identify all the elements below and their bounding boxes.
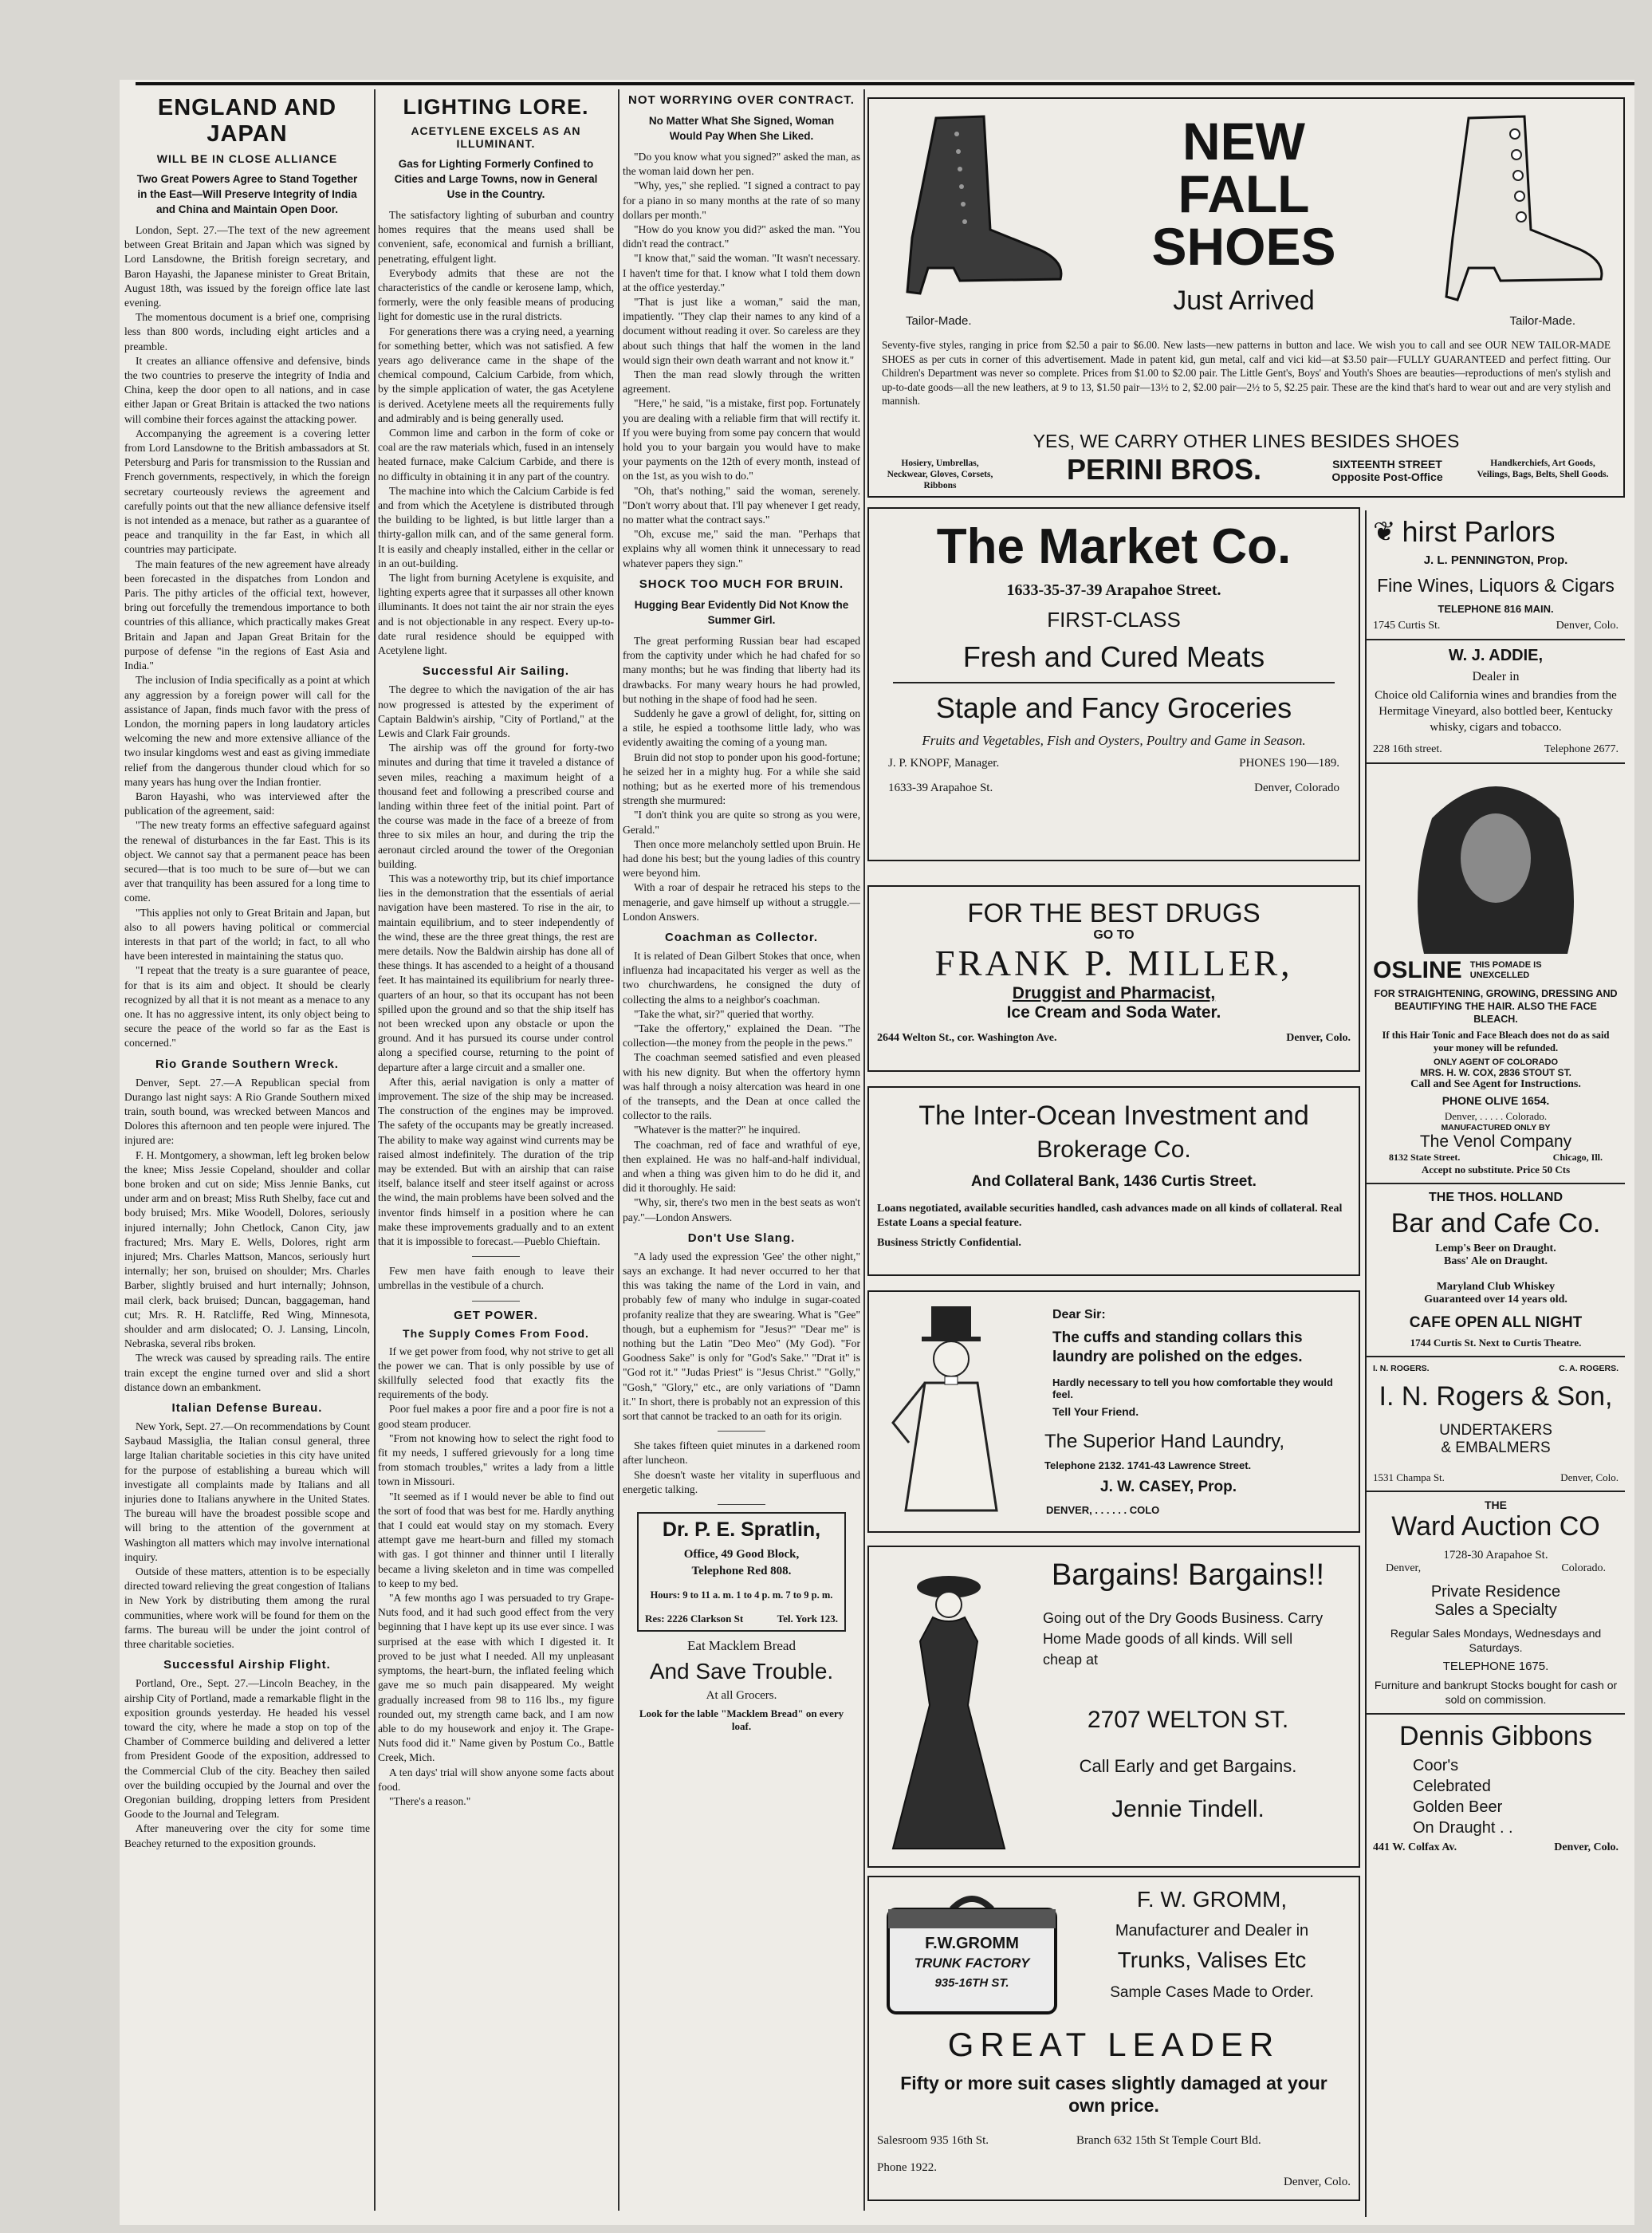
ad-venol-city: Chicago, Ill. — [1552, 1152, 1603, 1163]
paragraph: After this, aerial navigation is only a matter of improvement. The size of the ship may be increased. The construction of the engines may be improved. The safety of the occupants may be greatly increased. The ability to make way against wind currents may be raised almost indefinitely. The duration of the trip may be extended. But with an airship that can raise itself, balance itself and steer itself against or across the wind, the main problems have been solved and the inventor finds himself in a position where he can make these improvements gradually and to an extent that it is impossible to forecast.—Pueblo Chieftain. — [378, 1075, 614, 1248]
ad-res: Res: 2226 Clarkson St — [645, 1613, 744, 1625]
ad-address: 1633-35-37-39 Arapahoe Street. — [1006, 581, 1221, 599]
story-title: SHOCK TOO MUCH FOR BRUIN. — [639, 577, 844, 591]
divider — [1367, 1491, 1625, 1492]
ad-address-row — [869, 1032, 1359, 1045]
divider — [1367, 1356, 1625, 1357]
caption-right: Tailor-Made. — [1509, 314, 1575, 328]
ad-manager-row — [869, 757, 1359, 770]
separator — [472, 1301, 520, 1302]
paragraph: The airship was off the ground for forty-two minutes and during that time it traveled a distance of seven miles, reaching a maximum height of a thousand feet and following a prescribed course and landing within three feet of the initial point. Part of the course was made in the face of a breeze of from three to six miles an hour, and during the trip the aeronaut circled around the tower of the Oregonian building. — [378, 742, 614, 870]
article-body — [124, 1420, 370, 1652]
ad-groceries: Staple and Fancy Groceries — [935, 691, 1292, 724]
ad-address: 1744 Curtis St. Next to Curtis Theatre. — [1410, 1337, 1582, 1349]
ad-body: Going out of the Dry Goods Business. Carry Home Made goods of all kinds. Will sell cheap at — [1043, 1610, 1324, 1668]
ad-address2: 1633-39 Arapahoe St. — [888, 782, 993, 794]
subhead: WILL BE IN CLOSE ALLIANCE — [156, 152, 338, 165]
ad-phone: Phone 1922. — [877, 2161, 937, 2174]
ad-superior-laundry — [867, 1290, 1360, 1533]
caption-left: Tailor-Made. — [906, 314, 972, 328]
ad-subtitle: Just Arrived — [1173, 286, 1315, 316]
ad-confidential: Business Strictly Confidential. — [877, 1237, 1021, 1249]
ad-name-right: C. A. ROGERS. — [1559, 1364, 1619, 1373]
paragraph: The momentous document is a brief one, comprising less than 800 words, including eight articles and a preamble. — [124, 311, 370, 352]
article-body — [623, 150, 860, 571]
ad-title: Bargains! Bargains!! — [1051, 1558, 1325, 1592]
ad-bank: And Collateral Bank, 1436 Curtis Street. — [971, 1173, 1257, 1190]
paragraph: Suddenly he gave a growl of delight, for, sitting on a stile, he espied a toothsome little lady, who was evidently awaiting the coming of a young man. — [623, 707, 860, 749]
ad-name: OSLINE — [1373, 957, 1462, 983]
paragraph: Then the man read slowly through the written agreement. — [623, 368, 860, 396]
ad-great-leader: GREAT LEADER — [947, 2026, 1280, 2063]
boot-left-icon — [880, 110, 1072, 309]
ad-address-row — [1373, 620, 1619, 632]
article-body — [378, 683, 614, 1249]
lady-icon — [885, 1569, 1013, 1857]
paragraph: After maneuvering over the city for some time Beachey returned to the exposition grounds. — [124, 1822, 370, 1849]
ad-line: Coor's — [1413, 1757, 1459, 1774]
divider — [1367, 639, 1625, 640]
paragraph: Few men have faith enough to leave their umbrellas in the vestibule of a church. — [378, 1265, 614, 1292]
column-3 — [623, 92, 860, 2221]
paragraph: She doesn't waste her vitality in superfluous and energetic talking. — [623, 1468, 860, 1495]
ad-line: Look for the lable "Macklem Bread" on every loaf. — [639, 1707, 844, 1733]
ad-address: 1745 Curtis St. — [1373, 620, 1441, 632]
ad-ward-auction — [1367, 1499, 1625, 1707]
ad-holland — [1367, 1191, 1625, 1349]
headline: ENGLAND AND JAPAN — [157, 95, 337, 147]
ad-tag: THIS POMADE IS UNEXCELLED — [1469, 960, 1542, 980]
ad-name: Bar and Cafe Co. — [1390, 1208, 1601, 1239]
ad-left-small: Hosiery, Umbrellas, Neckwear, Gloves, Corsets, Ribbons — [887, 459, 993, 490]
ad-city: Denver, Colo. — [1286, 1032, 1351, 1044]
paragraph: Outside of these matters, attention is to be especially directed toward relieving the great congestion of Italians in New York by distributing them among the rural communities, where work will be found for them on the farms. The bureau will be under the joint control of three charitable societies. — [124, 1565, 370, 1651]
ad-name: W. J. ADDIE, — [1448, 647, 1544, 664]
ad-lines — [1373, 1755, 1619, 1838]
title-line: NEW — [1182, 112, 1305, 171]
paragraph: "This applies not only to Great Britain and Japan, but also to all powers having political or commercial interests in that part of the world; in fact, to all who have been interested in maintaining the status quo. — [124, 906, 370, 963]
paragraph: "That is just like a woman," said the man, impatiently. "They clap their names to any kind of a document without reading it over. So careless are they about such things that half the women in the land would sign their own death warrant and not know it." — [623, 296, 860, 366]
ad-body: The cuffs and standing collars this laundry are polished on the edges. — [1052, 1329, 1303, 1365]
story-title: Successful Airship Flight. — [163, 1658, 331, 1672]
ad-venol: The Venol Company — [1419, 1132, 1572, 1151]
trunk-label: F.W.GROMM — [925, 1935, 1019, 1952]
ad-manager: J. P. KNOPF, Manager. — [888, 757, 1000, 770]
paragraph: The main features of the new agreement have already been forecasted in the dispatches from London and Paris. The pithy articles of the official text, however, bring out forcefully the tremendous importance to both countries of this alliance, which practically makes Great Britain and Japan and Japan Great Britain for the purpose of defense "in the regions of East Asia and India." — [124, 557, 370, 672]
paragraph: This was a noteworthy trip, but its chief importance lies in the demonstration that the essentials of aerial navigation have been mastered. To rise in the air, to maintain equilibrium, and to steer independently of the wind, these are the three great things, the rest are mere details. Now the Baldwin airship has done all of these things. It has ascended to a height of a thousand feet. It has maintained its equilibrium for nearly three-quarters of an hour, so that its occupant has not been spilled upon the ground and so that the ship itself has not been wrecked upon any obstacle or upon the ground. And it has pursued its course under control along a specified course, returning to the point of departure after a large circuit and a smaller one. — [378, 872, 614, 1073]
divider — [1367, 762, 1625, 764]
ad-line: Sales a Specialty — [1434, 1601, 1557, 1619]
ad-role: Druggist and Pharmacist, — [1012, 984, 1216, 1002]
paragraph: Bruin did not stop to ponder upon his good-fortune; he seized her in a mighty hug. For a while she said nothing; but as he exerted more of his tremendous strength she murmured: — [623, 750, 860, 807]
paragraph: She takes fifteen quiet minutes in a darkened room after luncheon. — [623, 1439, 860, 1467]
divider — [893, 682, 1335, 683]
ad-call: Call and See Agent for Instructions. — [1410, 1078, 1581, 1090]
divider — [1367, 1183, 1625, 1184]
ad-line: Manufacturer and Dealer in — [1115, 1922, 1309, 1940]
ad-tagline: YES, WE CARRY OTHER LINES BESIDES SHOES — [1032, 431, 1460, 451]
ad-name: Jennie Tindell. — [1111, 1796, 1265, 1822]
ad-tell: Tell Your Friend. — [1052, 1405, 1139, 1418]
paragraph: The coachman, red of face and wrathful of eye, then explained. He was no half-and-half individual, and when a thing was given him to do he did it, and did it thoroughly. He said: — [623, 1138, 860, 1195]
ad-name: Dr. P. E. Spratlin, — [662, 1518, 821, 1542]
ad-line: & EMBALMERS — [1441, 1439, 1551, 1456]
ad-name: The Inter-Ocean Investment and — [918, 1101, 1309, 1131]
paragraph: A ten days' trial will show anyone some facts about food. — [378, 1766, 614, 1793]
ad-name: F. W. GROMM, — [1136, 1887, 1288, 1912]
ad-name: I. N. Rogers & Son, — [1379, 1381, 1613, 1412]
gentleman-icon — [877, 1303, 1029, 1526]
headline: LIGHTING LORE. — [403, 95, 589, 119]
title-line: FALL — [1178, 164, 1310, 223]
ad-by: MANUFACTURED ONLY BY — [1441, 1123, 1551, 1132]
paragraph: "There's a reason." — [389, 1794, 471, 1807]
column-rule — [618, 89, 620, 2211]
ad-for: FOR STRAIGHTENING, GROWING, DRESSING AND BEAUTIFYING THE HAIR. ALSO THE FACE BLEACH. — [1374, 988, 1618, 1025]
ad-city: DENVER, . . . . . . COLO — [1046, 1504, 1160, 1516]
paragraph: "Why, sir, there's two men in the best seats as won't pay."—London Answers. — [623, 1196, 860, 1223]
ad-sales: Salesroom 935 16th St. — [877, 2134, 989, 2147]
filler-item — [378, 1264, 614, 1293]
ad-tel: TELEPHONE 816 MAIN. — [1438, 603, 1554, 615]
paragraph: Baron Hayashi, who was interviewed after the publication of the agreement, said: — [124, 790, 370, 817]
paragraph: The coachman seemed satisfied and even pleased with his new dignity. But when the offertory hymn was half through a noisy altercation was heard in one of the transepts, and the Dean at once called the collector to the rails. — [623, 1051, 860, 1122]
paragraph: New York, Sept. 27.—On recommendations by Count Saybaud Massiglia, the Italian consul general, three large Italian charitable societies in this city have united for the purpose of establishing a bureau which will investigate all complaints made by Italians and all injuries done to Italians anywhere in the United States. The bureau will have the broadest possible scope and will bring to the attention of the government at Washington all matters which may involve international inquiry. — [124, 1420, 370, 1563]
ad-line: Office, 49 Good Block, — [683, 1548, 800, 1562]
paragraph: Denver, Sept. 27.—A Republican special from Durango last night says: A Rio Grande Southern mixed train, south bound, was wrecked between Mancos and Dolores this afternoon and ten people were injured. The injured are: — [124, 1076, 370, 1147]
story-title: Successful Air Sailing. — [422, 664, 570, 679]
paragraph: "I repeat that the treaty is a sure guarantee of peace, for that is its aim and object. It should be clearly recognized by all that it is not meant as a menace to any one. It has no aggressive intent, its only object being to secure the peace of the world so far as the East is concerned." — [124, 964, 370, 1050]
ad-name-2: Brokerage Co. — [1036, 1136, 1191, 1163]
title-line: SHOES — [1151, 217, 1336, 276]
ad-line: At all Grocers. — [706, 1689, 777, 1703]
ad-name: The Market Co. — [936, 519, 1292, 574]
ad-prop: J. L. PENNINGTON, Prop. — [1423, 553, 1568, 567]
story-title: Coachman as Collector. — [664, 930, 819, 944]
ad-name-left: I. N. ROGERS. — [1373, 1364, 1430, 1373]
ad-tel: Telephone 2677. — [1544, 743, 1619, 755]
ad-goto: GO TO — [1093, 928, 1135, 942]
ad-city-left: Denver, — [1386, 1562, 1422, 1574]
ad-line: Hours: 9 to 11 a. m. 1 to 4 p. m. 7 to 9 p. m. — [650, 1589, 833, 1601]
ad-macklem — [631, 1638, 852, 1733]
paragraph: The inclusion of India specifically as a point at which any aggression by a foreign power will call for the assistance of Japan, finds much favor with the press of London, the morning papers in long laudatory articles welcoming the new and more extensive alliance of the two insular kingdoms west and east as giving immediate relief from the dangerous thunder cloud which for so many years has hung over the Indian frontier. — [124, 674, 370, 788]
paragraph: The wreck was caused by spreading rails. The entire train except the engine turned over and slid a short distance down an embankment. — [124, 1352, 370, 1393]
ad-line: Maryland Club Whiskey — [1436, 1281, 1556, 1293]
ad-city: Denver, Colorado — [1254, 782, 1339, 794]
ad-frank-miller — [867, 885, 1360, 1072]
story-title: Italian Defense Bureau. — [171, 1401, 323, 1416]
article-body — [124, 1676, 370, 1850]
ad-body: Seventy-five styles, ranging in price from $2.50 a pair to $6.00. New lasts—new patterns in button and lace. We wish you to call and see OUR NEW TAILOR-MADE SHOES as per cuts in corner of this advertisement. Made in patent kid, gun metal, calf and vici kid—at $3.50 pair—FULLY GUARANTEED and perfect fitting. Our Children's Department was never so complete. Prices from $1.00 to $2.00 pair. The Little Gent's, Boys' and Youth's Shoes are beauties—reproductions of men's stylish and up-to-date goods—all the new leathers, at 9 to 13, $1.50 pair—13½ to 2, $2.00 pair—2½ to 5, $2.25 pair. These are the kind that's hard to wear out and are very stylish and mannish. — [882, 339, 1611, 407]
story-title: Rio Grande Southern Wreck. — [155, 1057, 339, 1071]
paragraph: With a roar of despair he retraced his steps to the menagerie, and gave himself up without a struggle.—London Answers. — [623, 881, 860, 923]
ad-mrs: MRS. H. W. COX, 2836 STOUT ST. — [1420, 1067, 1571, 1078]
deck: Gas for Lighting Formerly Confined to Cities and Large Towns, now in General Use in the Country. — [394, 158, 598, 200]
ad-address: 2707 WELTON ST. — [1087, 1707, 1289, 1733]
ad-spratlin — [637, 1512, 846, 1632]
column-2 — [378, 92, 614, 2221]
paragraph: "Here," he said, "is a mistake, first pop. Fortunately you are dealing with a reliable firm that will rectify it. If you were buying from some pay concern that would hold you to your bargain you would have to make your payments on the 12th of every month, instead of on the 1st, as you wish to do." — [623, 397, 860, 482]
paragraph: It is related of Dean Gilbert Stokes that once, when influenza had incapacitated his verger as well as the two churchwardens, he consigned the duty of collecting the alms to a neighbor's coachman. — [623, 949, 860, 1006]
paragraph: Common lime and carbon in the form of coke or coal are the raw materials which, fused in an intensely heated furnace, make Calcium Carbide, and there is no difficulty in obtaining it in any part of the country. — [378, 427, 614, 482]
paragraph: If we get power from food, why not strive to get all the power we can. That is only possible by use of skillfully selected food that exactly fits the requirements of the body. — [378, 1345, 614, 1401]
ad-header-row — [1373, 515, 1619, 549]
ad-market-co — [867, 507, 1360, 861]
ad-body: Choice old California wines and brandies from the Hermitage Vineyard, also bottled beer, Kentucky whisky, cigars and tobacco. — [1375, 689, 1617, 734]
ad-name: Ward Auction CO — [1391, 1511, 1600, 1542]
paragraph: "Take the offertory," explained the Dean. "The collection—the money from the people in the pews." — [623, 1022, 860, 1050]
ad-line: FOR THE BEST DRUGS — [967, 898, 1261, 927]
deck: Two Great Powers Agree to Stand Together in the East—Will Preserve Integrity of India and China and Maintain Open Door. — [136, 173, 358, 215]
article-body — [623, 634, 860, 924]
address-line: SIXTEENTH STREET — [1332, 458, 1442, 471]
ad-hardly: Hardly necessary to tell you how comfortable they would feel. — [1052, 1376, 1333, 1400]
ad-venol-addr: 8132 State Street. — [1389, 1152, 1461, 1163]
paragraph: "Why, yes," she replied. "I signed a contract to pay for a piano in so many months at the rate of so many dollars per month." — [623, 179, 860, 221]
ad-name: hirst Parlors — [1402, 515, 1556, 548]
ad-address: 228 16th street. — [1373, 743, 1442, 755]
paragraph: "From not knowing how to select the right food to fit my needs, I suffered grievously for a long time from stomach troubles," writes a lady from a little town in Missouri. — [378, 1432, 614, 1488]
top-rule — [136, 82, 1634, 85]
ad-address: 1728-30 Arapahoe St. — [1443, 1549, 1548, 1562]
ad-gromm — [867, 1876, 1360, 2201]
paragraph: "How do you know you did?" asked the man. "You didn't read the contract." — [623, 223, 860, 250]
divider — [1367, 1713, 1625, 1715]
ad-dear: Dear Sir: — [1052, 1308, 1106, 1321]
article-body — [623, 949, 860, 1225]
ad-title — [1084, 112, 1403, 276]
ad-address: 1531 Champa St. — [1373, 1471, 1445, 1483]
ad-city: Denver, Colo. — [1554, 1841, 1619, 1853]
separator — [472, 1256, 520, 1257]
ad-line: Private Residence — [1430, 1583, 1561, 1601]
ad-venol-row — [1373, 1152, 1619, 1164]
ad-names-row — [1373, 1364, 1619, 1373]
ad-tel: TELEPHONE 1675. — [1442, 1660, 1549, 1673]
ad-line: And Save Trouble. — [649, 1659, 834, 1684]
ad-line: Bass' Ale on Draught. — [1444, 1255, 1548, 1267]
ad-meats: Fresh and Cured Meats — [962, 640, 1265, 673]
ad-ice: Ice Cream and Soda Water. — [1006, 1003, 1221, 1022]
ad-osline — [1367, 770, 1625, 1176]
ad-address: 2644 Welton St., cor. Washington Ave. — [877, 1032, 1057, 1044]
paragraph: It creates an alliance offensive and defensive, binds the two countries to preserve the integrity of India and China, keep the door open to all nations, and in case either Japan or Great Britain is attacked the two nations will combine their forces against the attacking power. — [124, 354, 370, 425]
ad-phone: PHONE OLIVE 1654. — [1442, 1094, 1550, 1107]
ad-cafe: CAFE OPEN ALL NIGHT — [1409, 1314, 1583, 1331]
ad-address-row — [1373, 1841, 1619, 1854]
story-deck: The Supply Comes From Food. — [403, 1326, 589, 1340]
ad-name: FRANK P. MILLER, — [934, 943, 1293, 983]
paragraph: The great performing Russian bear had escaped from the captivity under which he had chafed for so many months; but he was finding that liberty had its drawbacks. For many weary hours he had prowled, but nothing in the shape of food had he seen. — [623, 634, 860, 705]
column-6-ads — [1365, 510, 1625, 2217]
paragraph: The light from burning Acetylene is exquisite, and lighting experts agree that it surpasses all other known illuminants. It does not taint the air nor strain the eyes and is not objectionable in any respect. Every up-to-date rural residence should be equipped with Acetylene light. — [378, 572, 614, 657]
ad-right-small: Handkerchiefs, Art Goods, Veilings, Bags, Belts, Shell Goods. — [1477, 459, 1609, 479]
headline: NOT WORRYING OVER CONTRACT. — [628, 93, 855, 107]
ad-name: The Superior Hand Laundry, — [1044, 1431, 1285, 1452]
ad-line — [645, 1613, 838, 1625]
ad-addie — [1367, 647, 1625, 756]
ad-address — [1316, 458, 1459, 483]
article-body — [378, 1345, 614, 1810]
paragraph: Then once more melancholy settled upon Bruin. He had done his best; but the young ladies of this country were beyond him. — [623, 837, 860, 880]
ad-city: Denver, Colo. — [1560, 1471, 1619, 1483]
deck: Hugging Bear Evidently Did Not Know the Summer Girl. — [634, 598, 849, 626]
separator — [718, 1431, 765, 1432]
ad-line: Lemp's Beer on Draught. — [1435, 1243, 1556, 1254]
paragraph: "Oh, that's nothing," said the woman, serenely. "Don't worry about that. I'll pay whenever I get ready, no matter what the contract says." — [623, 484, 860, 526]
ad-gibbons — [1367, 1721, 1625, 1854]
ad-line: UNDERTAKERS — [1439, 1422, 1552, 1439]
ad-line: Eat Macklem Bread — [687, 1638, 796, 1654]
ad-new-fall-shoes — [867, 97, 1625, 498]
boot-right-icon — [1421, 110, 1612, 309]
paragraph: Poor fuel makes a poor fire and a poor fire is not a good steam producer. — [378, 1403, 614, 1430]
ad-address-row — [869, 782, 1359, 795]
ad-name: Dennis Gibbons — [1399, 1721, 1592, 1751]
paragraph: F. H. Montgomery, a showman, left leg broken below the knee; Miss Jessie Copeland, shoulder and collar bone broken and cut on side; Miss Jennie Banks, cut under arm and on breast; Miss Ruth Shelby, face cut and body bruised; Mrs. Mike Woodell, Dolores, seriously injured internally; John Chetlock, Canon City, jaw fractured; Mrs. Mary E. Wells, Dolores, right arm injured; Mrs. Charles Mattson, Mancos, seriously hurt internally; her son, bruised on shoulder; Mrs. Charles Barber, slightly bruised and hurt internally; Johnson, mail clerk, back bruised; Duncan, baggageman, hand cut; Mrs. R. H. Ratcliffe, Red Wing, Minnesota, shoulder and arm dislocated; O. J. Lansing, Lincoln, Nebraska, several ribs broken. — [124, 1148, 370, 1350]
ad-dealer: Dealer in — [1472, 670, 1520, 683]
ad-address-row — [1373, 1471, 1619, 1484]
subhead: ACETYLENE EXCELS AS AN ILLUMINANT. — [411, 124, 581, 150]
ad-bargains — [867, 1546, 1360, 1868]
paragraph: "Do you know what you signed?" asked the man, as the woman laid down her pen. — [623, 151, 860, 178]
story-title: GET POWER. — [454, 1308, 538, 1322]
ornament-icon: ❦ — [1373, 518, 1396, 547]
ad-inter-ocean — [867, 1086, 1360, 1276]
paragraph: The machine into which the Calcium Carbide is fed and from which the Acetylene is distributed through the building to be lighted, is but little larger than a thirty-gallon milk can, and of the same general form. It is easily and cheaply installed, either in the cellar or in an out-building. — [378, 484, 614, 569]
paragraph: Everybody admits that these are not the characteristics of the candle or kerosene lamp, which, formerly, were the only feasible means of producing light for domestic use in the rural districts. — [378, 266, 614, 323]
ad-the: THE — [1485, 1499, 1507, 1511]
ad-res-tel: Tel. York 123. — [777, 1613, 838, 1625]
paragraph: London, Sept. 27.—The text of the new agreement between Great Britain and Japan which was signed by Lord Lansdowne, the British foreign secretary, and Baron Hayashi, the Japanese minister to Great Britain, August 18th, was issued by the foreign office late last evening. — [124, 224, 370, 309]
paragraph: "A lady used the expression 'Gee' the other night," says an exchange. It had never occurred to her that this was taking the name of the Lord in vain, and probably few of many who indulge in sugar-coated profanity realize that they are swearing. What is "Gee" though, but a euphemism for "Jesus?" "Dear me" is nothing but the Latin "Deo Meo" (My God). "For Goodness Sake" is only for "God's Sake." "Drat it" is "God rot it." "Judas Priest" is "Jesus Christ." "Golly," "Gosh," "Glory," etc., are only variations of "Damn it." In short, there is probably not an expression of this sort that cannot be tracked to an oath for its origin. — [623, 1250, 860, 1423]
ad-address-row — [1373, 743, 1619, 756]
ad-rogers — [1367, 1364, 1625, 1484]
story-title: Don't Use Slang. — [687, 1231, 796, 1245]
paragraph: Portland, Ore., Sept. 27.—Lincoln Beachey, in the airship City of Portland, made a remarkable flight in the exposition grounds yesterday. He headed his vessel toward the city, where he made a stop on top of the Chamber of Commerce building and delivered a letter from President Goode of the exposition, addressed to the Commercial Club of the city. Beachey then sailed over the building occupied by the Journal and over the Oregonian building, dropping letters from President Goode to the Journal and Telegram. — [124, 1677, 370, 1821]
ad-fruits: Fruits and Vegetables, Fish and Oysters, Poultry and Game in Season. — [922, 733, 1306, 748]
article-body — [124, 223, 370, 1051]
ad-brand: PERINI BROS. — [1066, 453, 1262, 486]
trunk-label: TRUNK FACTORY — [914, 1955, 1030, 1971]
ad-city: Denver, Colo. — [1556, 620, 1619, 632]
paragraph: "I know that," said the woman. "It wasn't necessary. I haven't time for that. I know what I told them down at the office yesterday." — [623, 252, 860, 293]
ad-address: 441 W. Colfax Av. — [1373, 1841, 1457, 1853]
article-body — [124, 1076, 370, 1395]
ad-city-right: Colorado. — [1561, 1562, 1606, 1574]
separator — [718, 1504, 765, 1505]
paragraph: For generations there was a crying need, a yearning for something better, which was not satisfied. A few years ago deliverance came in the shape of the chemical compound, Calcium Carbide, from which, by the simple application of water, the gas Acetylene is derived. Acetylene meets all the requirements fully and admirably and is being generally used. — [378, 325, 614, 424]
suitcase-icon — [880, 1885, 1064, 2021]
ad-city: Denver, Colo. — [1284, 2176, 1351, 2188]
ad-line: Celebrated — [1413, 1778, 1491, 1795]
ad-denver: Denver, . . . . . Colorado. — [1444, 1110, 1548, 1122]
paragraph: "Oh, excuse me," said the man. "Perhaps that explains why all women think it unnecessary to read whatever papers they sign." — [623, 528, 860, 569]
paragraph: "Take the what, sir?" queried that worthy. — [634, 1007, 814, 1020]
deck: No Matter What She Signed, Woman Would Pay When She Liked. — [648, 115, 835, 142]
ad-loans: Loans negotiated, available securities handled, cash advances made on all kinds of collateral. Real Estate Loans a special feature. — [877, 1203, 1343, 1229]
ad-agent: ONLY AGENT OF COLORADO — [1433, 1057, 1559, 1067]
ad-line: Telephone Red 808. — [691, 1565, 792, 1578]
article-body — [623, 1250, 860, 1424]
ad-regular: Regular Sales Mondays, Wednesdays and Saturdays. — [1390, 1627, 1602, 1654]
article-body — [378, 208, 614, 658]
ad-line: Fine Wines, Liquors & Cigars — [1377, 575, 1615, 596]
ad-call: Call Early and get Bargains. — [1079, 1756, 1297, 1776]
ad-city-row — [1373, 1562, 1619, 1575]
ad-thirst-parlors — [1367, 515, 1625, 632]
paragraph: "Whatever is the matter?" he inquired. — [634, 1124, 800, 1136]
filler-item — [623, 1439, 860, 1497]
column-1 — [124, 92, 370, 2221]
paragraph: "A few months ago I was persuaded to try Grape-Nuts food, and it had such good effect from the very beginning that I have kept up its use ever since. I was surprised at the ease with which I digested it. It proved to be just what I needed. All my unpleasant symptoms, the heart-burn, the inflated feeling which gave me so much pain disappeared. My weight gradually increased from 98 to 116 lbs., my figure rounded out, my strength came back, and I am now able to do my housework and enjoy it. The Grape-Nuts food did it." Name given by Postum Co., Battle Creek, Mich. — [378, 1592, 614, 1764]
ad-furniture: Furniture and bankrupt Stocks bought for cash or sold on commission. — [1374, 1679, 1618, 1706]
ad-prop: J. W. CASEY, Prop. — [1100, 1479, 1237, 1495]
ad-header-row — [1373, 957, 1619, 984]
ad-phones: PHONES 190—189. — [1239, 757, 1339, 770]
ad-if: If this Hair Tonic and Face Bleach does not do as said your money will be refunded. — [1382, 1030, 1610, 1053]
ad-tel: Telephone 2132. 1741-43 Lawrence Street. — [1044, 1459, 1252, 1471]
ad-line: Golden Beer — [1413, 1798, 1503, 1816]
column-rule — [374, 89, 376, 2211]
paragraph: "I don't think you are quite so strong as you were, Gerald." — [623, 809, 860, 836]
woman-portrait-icon — [1408, 770, 1583, 954]
ad-first-class: FIRST-CLASS — [1047, 608, 1181, 632]
paragraph: "It seemed as if I would never be able to find out the sort of food that was best for me. Hardly anything that I could eat would stay on my stomach. Every attempt gave me heart-burn and filled my stomach with gas. I got thinner and thinner until I literally became a living skeleton and in time was compelled to keep to my bed. — [378, 1490, 614, 1589]
ad-fifty: Fifty or more suit cases slightly damaged at your own price. — [900, 2073, 1328, 2116]
ad-branch: Branch 632 15th St Temple Court Bld. — [1076, 2134, 1261, 2147]
paragraph: The satisfactory lighting of suburban and country homes requires that the means used shall be convenient, safe, economical and furnish a brilliant, penetrating, effulgent light. — [378, 209, 614, 265]
ad-line: Guaranteed over 14 years old. — [1424, 1294, 1567, 1306]
paragraph: The degree to which the navigation of the air has now progressed is attested by the experiment of Captain Baldwin's airship, "City of Portland," at the Lewis and Clark Fair grounds. — [378, 683, 614, 739]
ad-line: On Draught . . — [1413, 1819, 1513, 1837]
ad-the: THE THOS. HOLLAND — [1429, 1191, 1563, 1204]
paragraph: "The new treaty forms an effective safeguard against the renewal of disturbances in the far East. This is its object. We cannot say that a permanent peace has been secured—that is too much to be sure of—but we can aver that tranquility has been assured for a long time to come. — [124, 819, 370, 904]
column-rule — [863, 89, 865, 2211]
ad-accept: Accept no substitute. Price 50 Cts — [1421, 1164, 1571, 1176]
ad-line: Sample Cases Made to Order. — [1110, 1984, 1314, 2001]
address-line: Opposite Post-Office — [1331, 471, 1443, 483]
trunk-label: 935-16TH ST. — [934, 1976, 1009, 1990]
paragraph: Accompanying the agreement is a covering letter from Lord Lansdowne to the British ambassadors at St. Petersburg and Paris for transmission to the Russian and French governments, respectively, in which the foreign secretary courteously reviews the agreement and carefully points out that the new alliance defensive itself is not intended as a menace, but rather as a guarantee of peace and tranquility in the far East, in which all countries may participate. — [124, 427, 370, 556]
ad-line: Trunks, Valises Etc — [1117, 1947, 1307, 1972]
